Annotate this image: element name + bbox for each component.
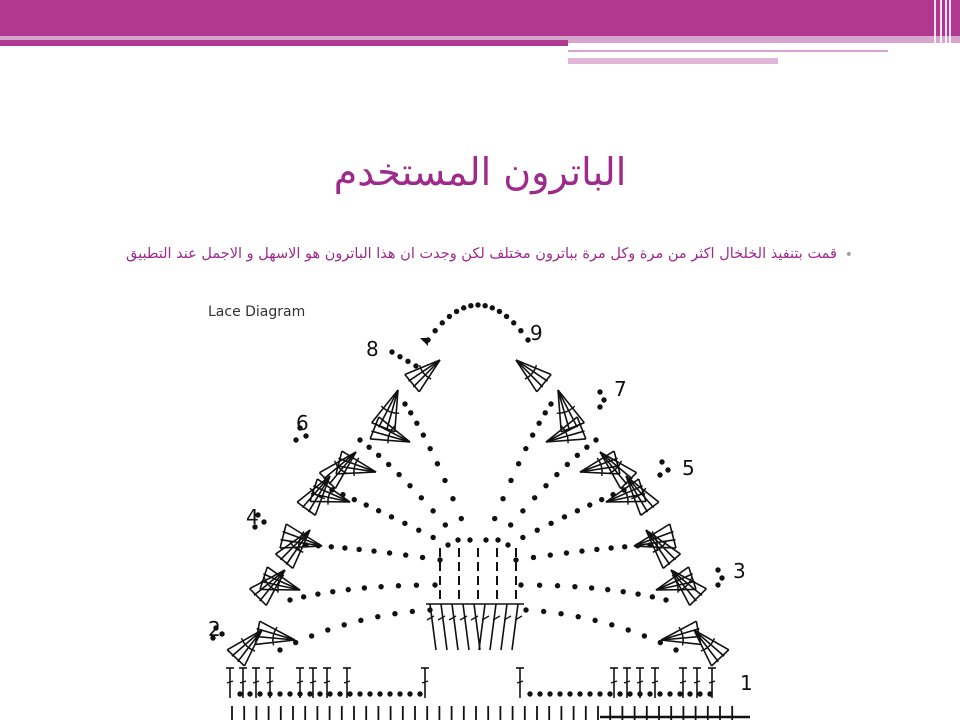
- chain-dot: [347, 691, 352, 696]
- chain-dot: [277, 647, 282, 652]
- chain-dot: [397, 354, 402, 359]
- chain-dot: [454, 309, 459, 314]
- chain-dot: [627, 691, 632, 696]
- chain-dot: [366, 444, 371, 449]
- chain-dot: [609, 622, 614, 627]
- chain-dot: [520, 508, 525, 513]
- chain-dot: [637, 691, 642, 696]
- chain-dot: [455, 537, 460, 542]
- chain-dot: [565, 462, 570, 467]
- chain-dot: [293, 640, 298, 645]
- chain-dot: [358, 618, 363, 623]
- stitch-mark: [441, 604, 447, 650]
- stitch-fan: [516, 360, 551, 392]
- chain-dot: [635, 543, 640, 548]
- chain-dot: [536, 420, 541, 425]
- chain-dot: [475, 302, 480, 307]
- chain-dot: [293, 437, 298, 442]
- chain-dot: [443, 522, 448, 527]
- chain-dot: [587, 502, 592, 507]
- chain-dot: [267, 691, 272, 696]
- chain-dot: [297, 691, 302, 696]
- chain-dot: [659, 459, 664, 464]
- chain-dot: [508, 478, 513, 483]
- chain-dot: [459, 516, 464, 521]
- stitch-mark: [512, 604, 518, 650]
- chain-dot: [389, 349, 394, 354]
- diagram-label: Lace Diagram: [208, 304, 306, 320]
- header-stripe: [568, 40, 960, 43]
- chain-dot: [511, 320, 516, 325]
- row-number-4: 4: [246, 505, 259, 529]
- chain-dot: [416, 527, 421, 532]
- chain-dot: [527, 691, 532, 696]
- stitch-mark: [501, 604, 507, 650]
- header-stripe: [0, 40, 568, 46]
- row-number-7: 7: [614, 377, 627, 401]
- chain-dot: [647, 691, 652, 696]
- chain-dot: [257, 691, 262, 696]
- chain-dot: [673, 647, 678, 652]
- chain-dot: [577, 691, 582, 696]
- chain-dot: [392, 611, 397, 616]
- chain-dot: [437, 557, 442, 562]
- chain-dot: [530, 432, 535, 437]
- chain-dot: [599, 497, 604, 502]
- chain-dot: [277, 691, 282, 696]
- chain-dot: [417, 691, 422, 696]
- chain-dot: [307, 691, 312, 696]
- chain-dot: [642, 633, 647, 638]
- chain-dot: [405, 359, 410, 364]
- chain-dot: [376, 508, 381, 513]
- chain-dot: [541, 609, 546, 614]
- chain-dot: [432, 582, 437, 587]
- chain-dot: [432, 328, 437, 333]
- chain-dot: [490, 305, 495, 310]
- chain-dot: [303, 542, 308, 547]
- chain-dot: [677, 691, 682, 696]
- chain-dot: [396, 583, 401, 588]
- chain-dot: [622, 544, 627, 549]
- chain-dot: [657, 691, 662, 696]
- chain-dot: [621, 589, 626, 594]
- chain-dot: [589, 585, 594, 590]
- chain-dot: [450, 496, 455, 501]
- chain-dot: [414, 582, 419, 587]
- chain-dot: [237, 691, 242, 696]
- chain-dot: [547, 691, 552, 696]
- chain-dot: [715, 582, 720, 587]
- row-marker: [420, 338, 428, 346]
- chain-dot: [543, 410, 548, 415]
- chain-dot: [447, 314, 452, 319]
- chain-dot: [467, 537, 472, 542]
- chain-dot: [572, 584, 577, 589]
- chain-dot: [658, 640, 663, 645]
- chain-dot: [505, 542, 510, 547]
- chain-dot: [468, 303, 473, 308]
- chain-dot: [715, 567, 720, 572]
- chain-dot: [356, 547, 361, 552]
- chain-dot: [287, 691, 292, 696]
- chain-dot: [500, 496, 505, 501]
- chain-dot: [341, 622, 346, 627]
- chain-dot: [594, 547, 599, 552]
- header-stripe: [568, 58, 778, 64]
- stitch-mark: [479, 604, 485, 650]
- stitch-mark: [463, 604, 469, 650]
- chain-dot: [362, 585, 367, 590]
- chain-dot: [663, 597, 668, 602]
- row-number-5: 5: [682, 456, 695, 480]
- chain-dot: [697, 691, 702, 696]
- chain-dot: [482, 303, 487, 308]
- chain-dot: [558, 611, 563, 616]
- chain-dot: [635, 591, 640, 596]
- chain-dot: [548, 521, 553, 526]
- chain-dot: [557, 691, 562, 696]
- chain-dot: [523, 446, 528, 451]
- chain-dot: [329, 544, 334, 549]
- chain-dot: [340, 492, 345, 497]
- chain-dot: [316, 543, 321, 548]
- chain-dot: [575, 453, 580, 458]
- bullet-paragraph: [112, 244, 853, 265]
- stitch-mark: [449, 616, 456, 620]
- chain-dot: [387, 550, 392, 555]
- slide-title: الباترون المستخدم: [333, 150, 627, 194]
- chain-dot: [261, 519, 266, 524]
- chain-dot: [386, 462, 391, 467]
- chain-dot: [576, 614, 581, 619]
- chain-dot: [376, 453, 381, 458]
- chain-dot: [327, 691, 332, 696]
- chain-dot: [317, 691, 322, 696]
- chain-dot: [626, 627, 631, 632]
- chain-dot: [575, 508, 580, 513]
- bullet-text: قمت بتنفيذ الخلخال اكثر من مرة وكل مرة بباترون مختلف لكن وجدت ان هذا الباترون هو الاسهل و الاجمل عند التطبيق: [126, 246, 837, 262]
- chain-dot: [371, 548, 376, 553]
- chain-dot: [707, 691, 712, 696]
- lace-crochet-diagram: [200, 296, 760, 720]
- chain-dot: [309, 633, 314, 638]
- chain-dot: [352, 497, 357, 502]
- row-number-6: 6: [296, 411, 309, 435]
- chain-dot: [657, 472, 662, 477]
- stitch-mark: [452, 604, 458, 650]
- stitch-mark: [427, 616, 434, 620]
- chain-dot: [435, 461, 440, 466]
- chain-dot: [567, 691, 572, 696]
- chain-dot: [597, 404, 602, 409]
- chain-dot: [440, 320, 445, 325]
- chain-dot: [492, 516, 497, 521]
- chain-dot: [719, 575, 724, 580]
- chain-dot: [421, 432, 426, 437]
- chain-dot: [592, 618, 597, 623]
- chain-dot: [504, 314, 509, 319]
- chain-dot: [601, 397, 606, 402]
- chain-dot: [414, 420, 419, 425]
- stitch-mark: [460, 616, 467, 620]
- chain-dot: [548, 552, 553, 557]
- chain-dot: [325, 627, 330, 632]
- chain-dot: [387, 691, 392, 696]
- row-number-2: 2: [208, 617, 221, 641]
- chain-dot: [397, 691, 402, 696]
- stitch-mark: [471, 616, 478, 620]
- chain-dot: [532, 495, 537, 500]
- stitch-fan: [405, 360, 440, 392]
- chain-dot: [427, 446, 432, 451]
- chain-dot: [650, 594, 655, 599]
- chain-dot: [346, 587, 351, 592]
- chain-dot: [402, 401, 407, 406]
- chain-dot: [665, 467, 670, 472]
- header-banner: [0, 0, 960, 36]
- stitch-fan: [626, 476, 659, 515]
- chain-dot: [497, 309, 502, 314]
- chain-dot: [518, 582, 523, 587]
- chain-dot: [667, 691, 672, 696]
- chain-dot: [329, 487, 334, 492]
- chain-dot: [445, 542, 450, 547]
- chain-dot: [548, 401, 553, 406]
- chain-dot: [357, 691, 362, 696]
- chain-dot: [584, 444, 589, 449]
- chain-dot: [407, 691, 412, 696]
- chain-dot: [419, 495, 424, 500]
- chain-dot: [403, 552, 408, 557]
- chain-dot: [301, 594, 306, 599]
- chain-dot: [375, 614, 380, 619]
- chain-dot: [389, 514, 394, 519]
- header-stripe: [568, 50, 888, 52]
- chain-dot: [520, 535, 525, 540]
- stitch-fan: [297, 476, 330, 515]
- chain-dot: [315, 591, 320, 596]
- chain-dot: [483, 537, 488, 542]
- chain-dot: [523, 607, 528, 612]
- chain-dot: [377, 691, 382, 696]
- chain-dot: [647, 542, 652, 547]
- chain-dot: [554, 472, 559, 477]
- chain-dot: [593, 437, 598, 442]
- chain-dot: [513, 557, 518, 562]
- chain-dot: [420, 555, 425, 560]
- chain-dot: [687, 691, 692, 696]
- row-number-1: 1: [740, 671, 753, 695]
- chain-dot: [597, 691, 602, 696]
- chain-dot: [564, 550, 569, 555]
- header-vertical-lines: [930, 0, 960, 64]
- chain-dot: [531, 555, 536, 560]
- chain-dot: [555, 583, 560, 588]
- chain-dot: [518, 328, 523, 333]
- chain-dot: [621, 487, 626, 492]
- chain-dot: [461, 305, 466, 310]
- chain-dot: [535, 527, 540, 532]
- chain-dot: [605, 587, 610, 592]
- chain-dot: [367, 691, 372, 696]
- chain-dot: [357, 437, 362, 442]
- chain-dot: [364, 502, 369, 507]
- chain-dot: [430, 535, 435, 540]
- chain-dot: [587, 691, 592, 696]
- chain-dot: [508, 522, 513, 527]
- chain-dot: [562, 514, 567, 519]
- chain-dot: [378, 584, 383, 589]
- chain-dot: [287, 597, 292, 602]
- chain-dot: [607, 691, 612, 696]
- chain-dot: [342, 545, 347, 550]
- stitch-mark: [490, 604, 496, 650]
- chain-dot: [408, 410, 413, 415]
- bullet-dot-icon: •: [844, 247, 853, 263]
- chain-dot: [427, 607, 432, 612]
- stitch-mark: [438, 616, 445, 620]
- row-number-3: 3: [733, 559, 746, 583]
- chain-dot: [543, 483, 548, 488]
- chain-dot: [330, 589, 335, 594]
- row-number-9: 9: [530, 321, 543, 345]
- chain-dot: [402, 521, 407, 526]
- chain-dot: [579, 548, 584, 553]
- chain-dot: [537, 691, 542, 696]
- chain-dot: [413, 363, 418, 368]
- chain-dot: [608, 545, 613, 550]
- chain-dot: [407, 483, 412, 488]
- chain-dot: [610, 492, 615, 497]
- chain-dot: [247, 691, 252, 696]
- chain-dot: [430, 508, 435, 513]
- row-number-8: 8: [366, 337, 379, 361]
- chain-dot: [337, 691, 342, 696]
- chain-dot: [597, 389, 602, 394]
- chain-dot: [495, 537, 500, 542]
- chain-dot: [396, 472, 401, 477]
- chain-dot: [442, 478, 447, 483]
- chain-dot: [410, 609, 415, 614]
- chain-dot: [537, 582, 542, 587]
- chain-dot: [617, 691, 622, 696]
- chain-dot: [516, 461, 521, 466]
